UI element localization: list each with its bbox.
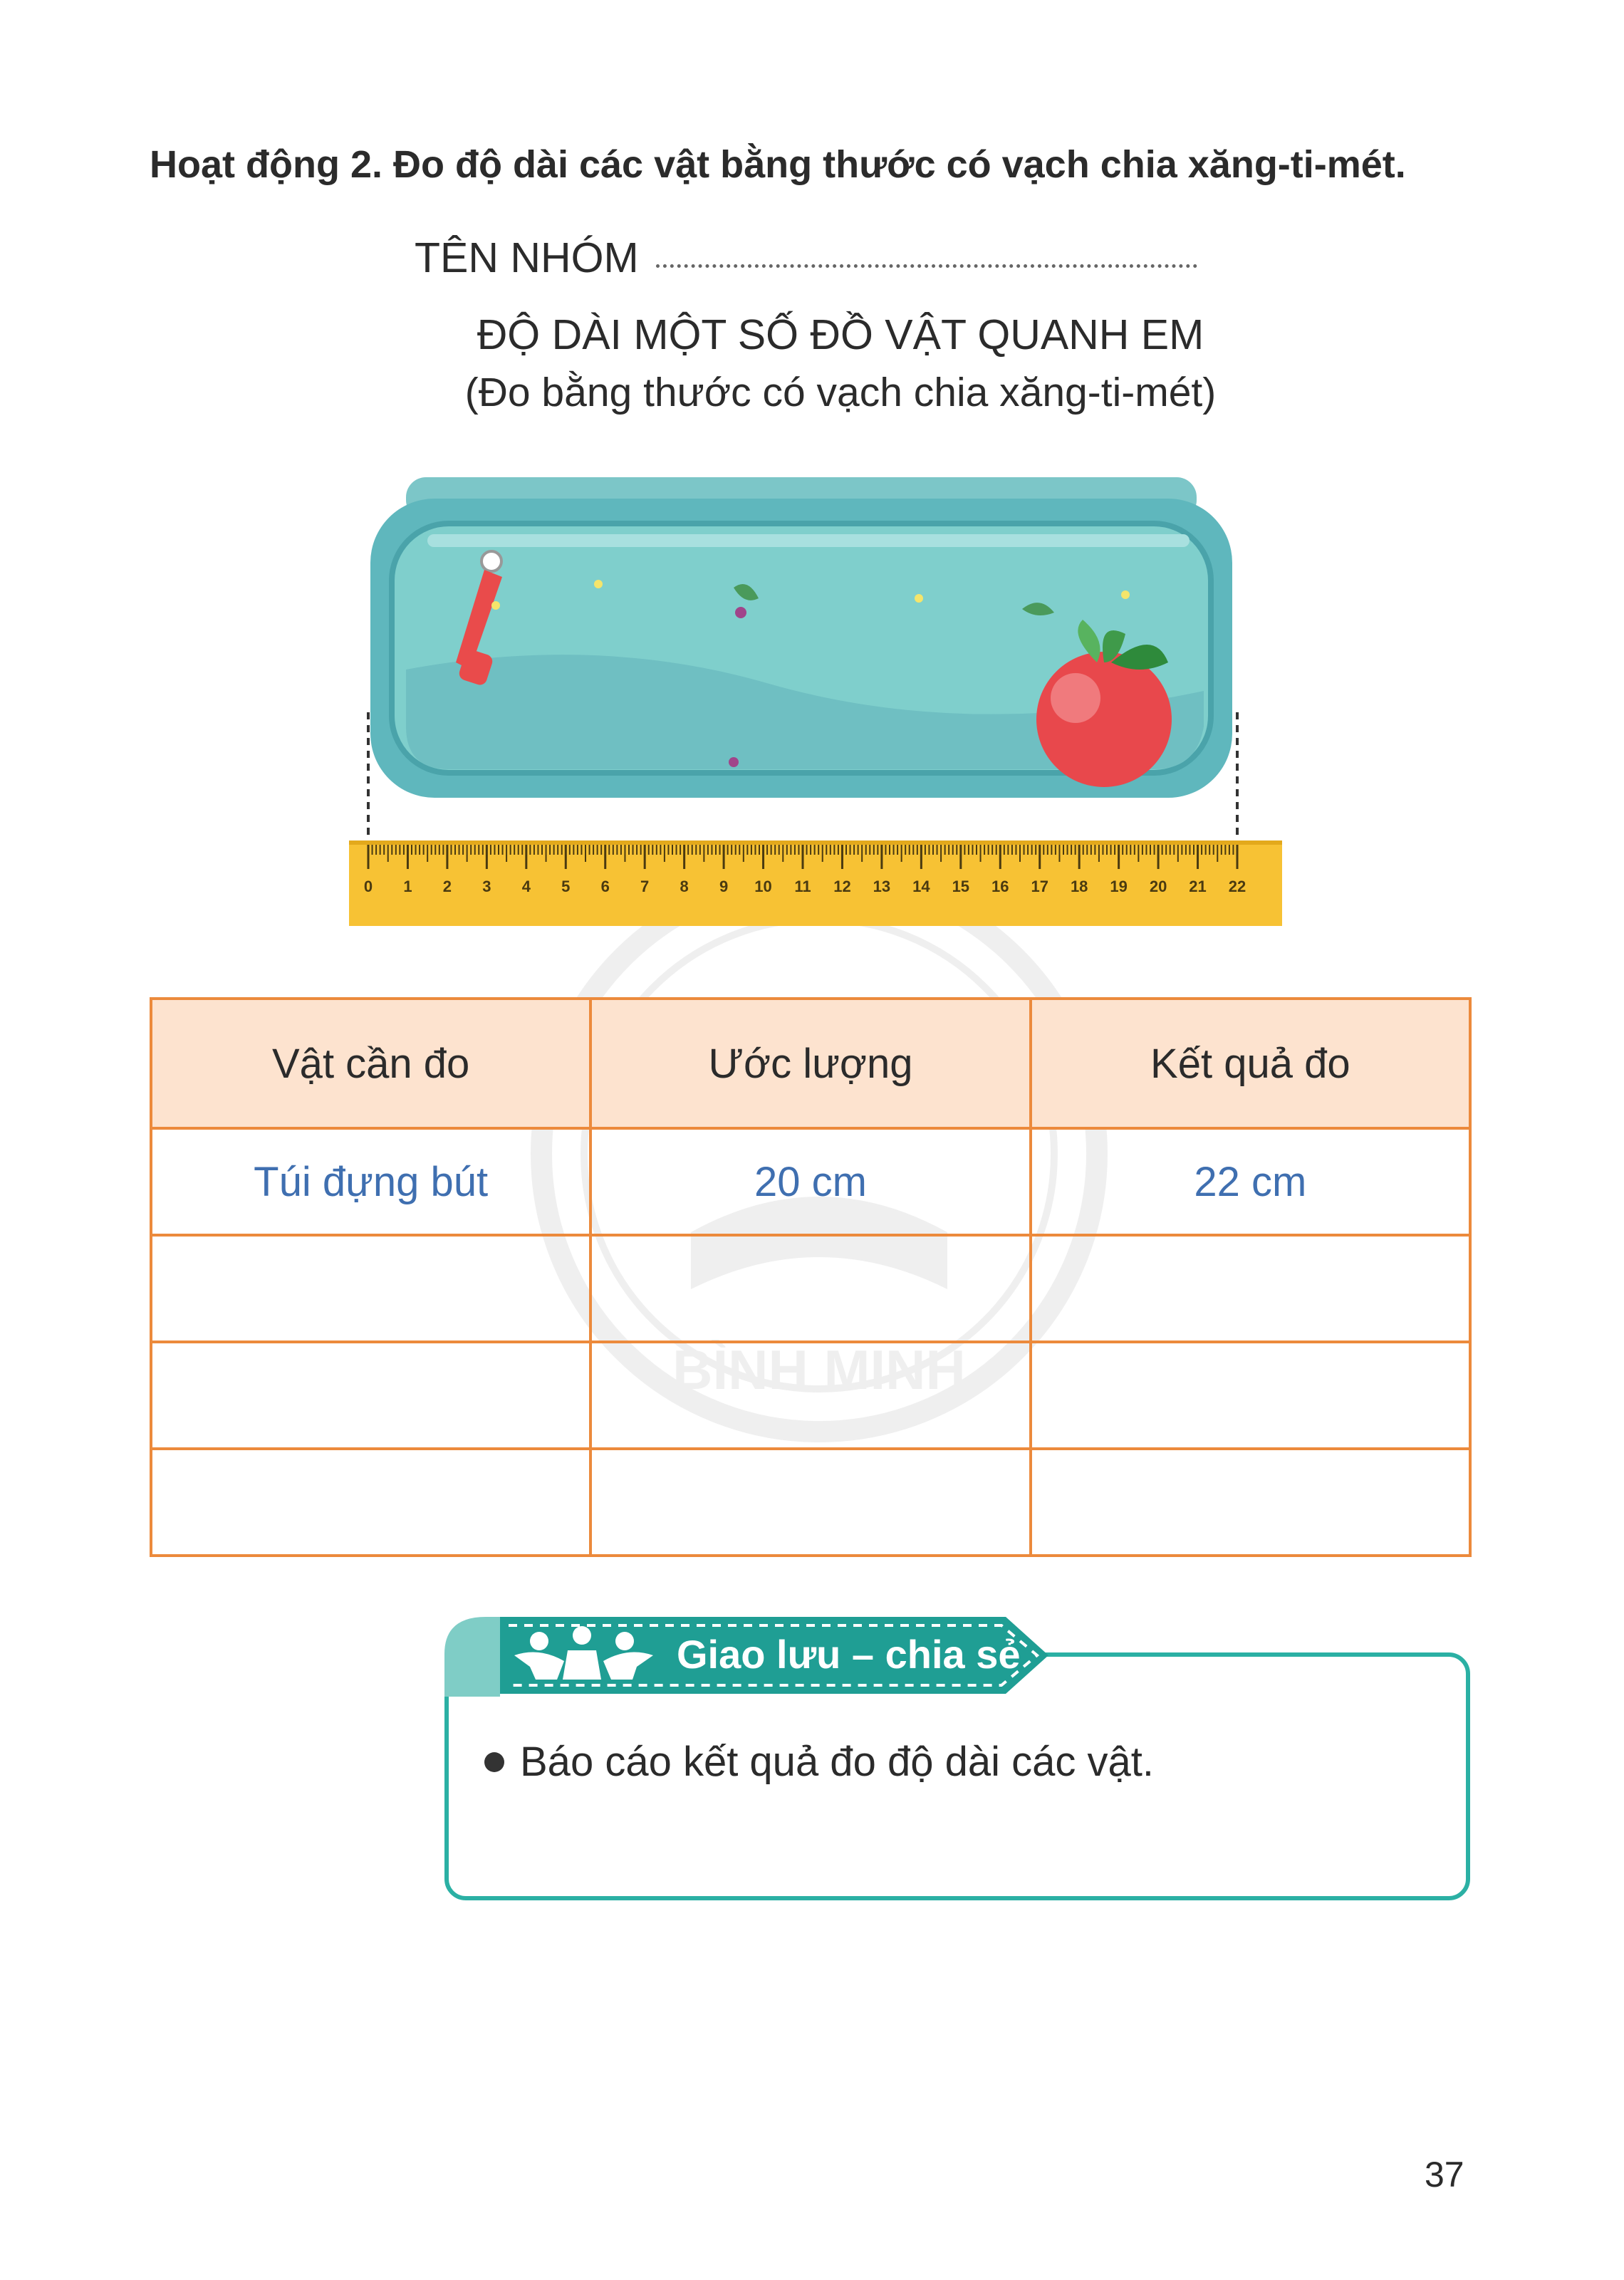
ruler-label: 19 (1110, 878, 1128, 895)
group-name-label: TÊN NHÓM (415, 234, 639, 281)
table-cell: Túi đựng bút (151, 1128, 590, 1235)
ruler-label: 17 (1031, 878, 1048, 895)
table-row (151, 1449, 1470, 1556)
ruler-label: 2 (442, 878, 452, 895)
ruler-label: 12 (833, 878, 851, 895)
ruler-label: 16 (991, 878, 1009, 895)
table-cell[interactable] (151, 1235, 590, 1342)
ruler (349, 840, 1282, 926)
header-result: Kết quả đo (1031, 999, 1470, 1128)
ruler-label: 3 (482, 878, 491, 895)
ruler-label: 21 (1189, 878, 1207, 895)
table-cell[interactable] (590, 1235, 1030, 1342)
ruler-label: 5 (561, 878, 571, 895)
share-bullet-item (484, 1738, 1154, 1786)
ruler-label: 14 (912, 878, 930, 895)
ruler-label: 22 (1228, 878, 1246, 895)
table-cell[interactable] (1031, 1342, 1470, 1449)
table-cell[interactable] (1031, 1235, 1470, 1342)
pencil-case-icon (370, 477, 1232, 798)
ruler-label: 9 (719, 878, 729, 895)
watermark-text: BÌNH MINH (672, 1338, 966, 1401)
table-cell: 20 cm (590, 1128, 1030, 1235)
page-number: 37 (1425, 2155, 1464, 2195)
share-bullet-text: Báo cáo kết quả đo độ dài các vật. (520, 1739, 1154, 1785)
table-cell[interactable] (590, 1449, 1030, 1556)
ruler-label: 1 (403, 878, 412, 895)
ruler-label: 18 (1070, 878, 1088, 895)
share-label: Giao lưu – chia sẻ (677, 1632, 1021, 1677)
ruler-label: 15 (952, 878, 970, 895)
measurement-table (150, 997, 1472, 1557)
bullet-dot-icon (484, 1752, 504, 1772)
ruler-label: 13 (873, 878, 891, 895)
table-cell[interactable] (590, 1342, 1030, 1449)
header-object: Vật cần đo (151, 999, 590, 1128)
table-header-row (151, 999, 1470, 1128)
group-name-line (415, 234, 1197, 282)
group-name-dotted-blank[interactable] (656, 264, 1197, 268)
activity-heading: Hoạt động 2. Đo độ dài các vật bằng thước có vạch chia xăng-ti-mét. (150, 143, 1406, 186)
ruler-label: 4 (521, 878, 531, 895)
worksheet-subtitle: (Đo bằng thước có vạch chia xăng-ti-mét) (464, 370, 1217, 415)
ruler-label: 0 (363, 878, 373, 895)
table-cell[interactable] (151, 1342, 590, 1449)
ruler-label: 10 (754, 878, 772, 895)
ruler-label: 20 (1149, 878, 1167, 895)
table-cell[interactable] (151, 1449, 590, 1556)
header-estimate: Ước lượng (590, 999, 1030, 1128)
table-cell: 22 cm (1031, 1128, 1470, 1235)
worksheet-title: ĐỘ DÀI MỘT SỐ ĐỒ VẬT QUANH EM (477, 311, 1204, 358)
table-row (151, 1128, 1470, 1235)
ruler-label: 11 (794, 878, 811, 895)
table-row (151, 1342, 1470, 1449)
table-row (151, 1235, 1470, 1342)
ruler-label: 8 (680, 878, 689, 895)
ruler-label: 7 (640, 878, 650, 895)
pencil-case-ruler-illustration (328, 456, 1296, 940)
table-cell[interactable] (1031, 1449, 1470, 1556)
ruler-label: 6 (600, 878, 610, 895)
